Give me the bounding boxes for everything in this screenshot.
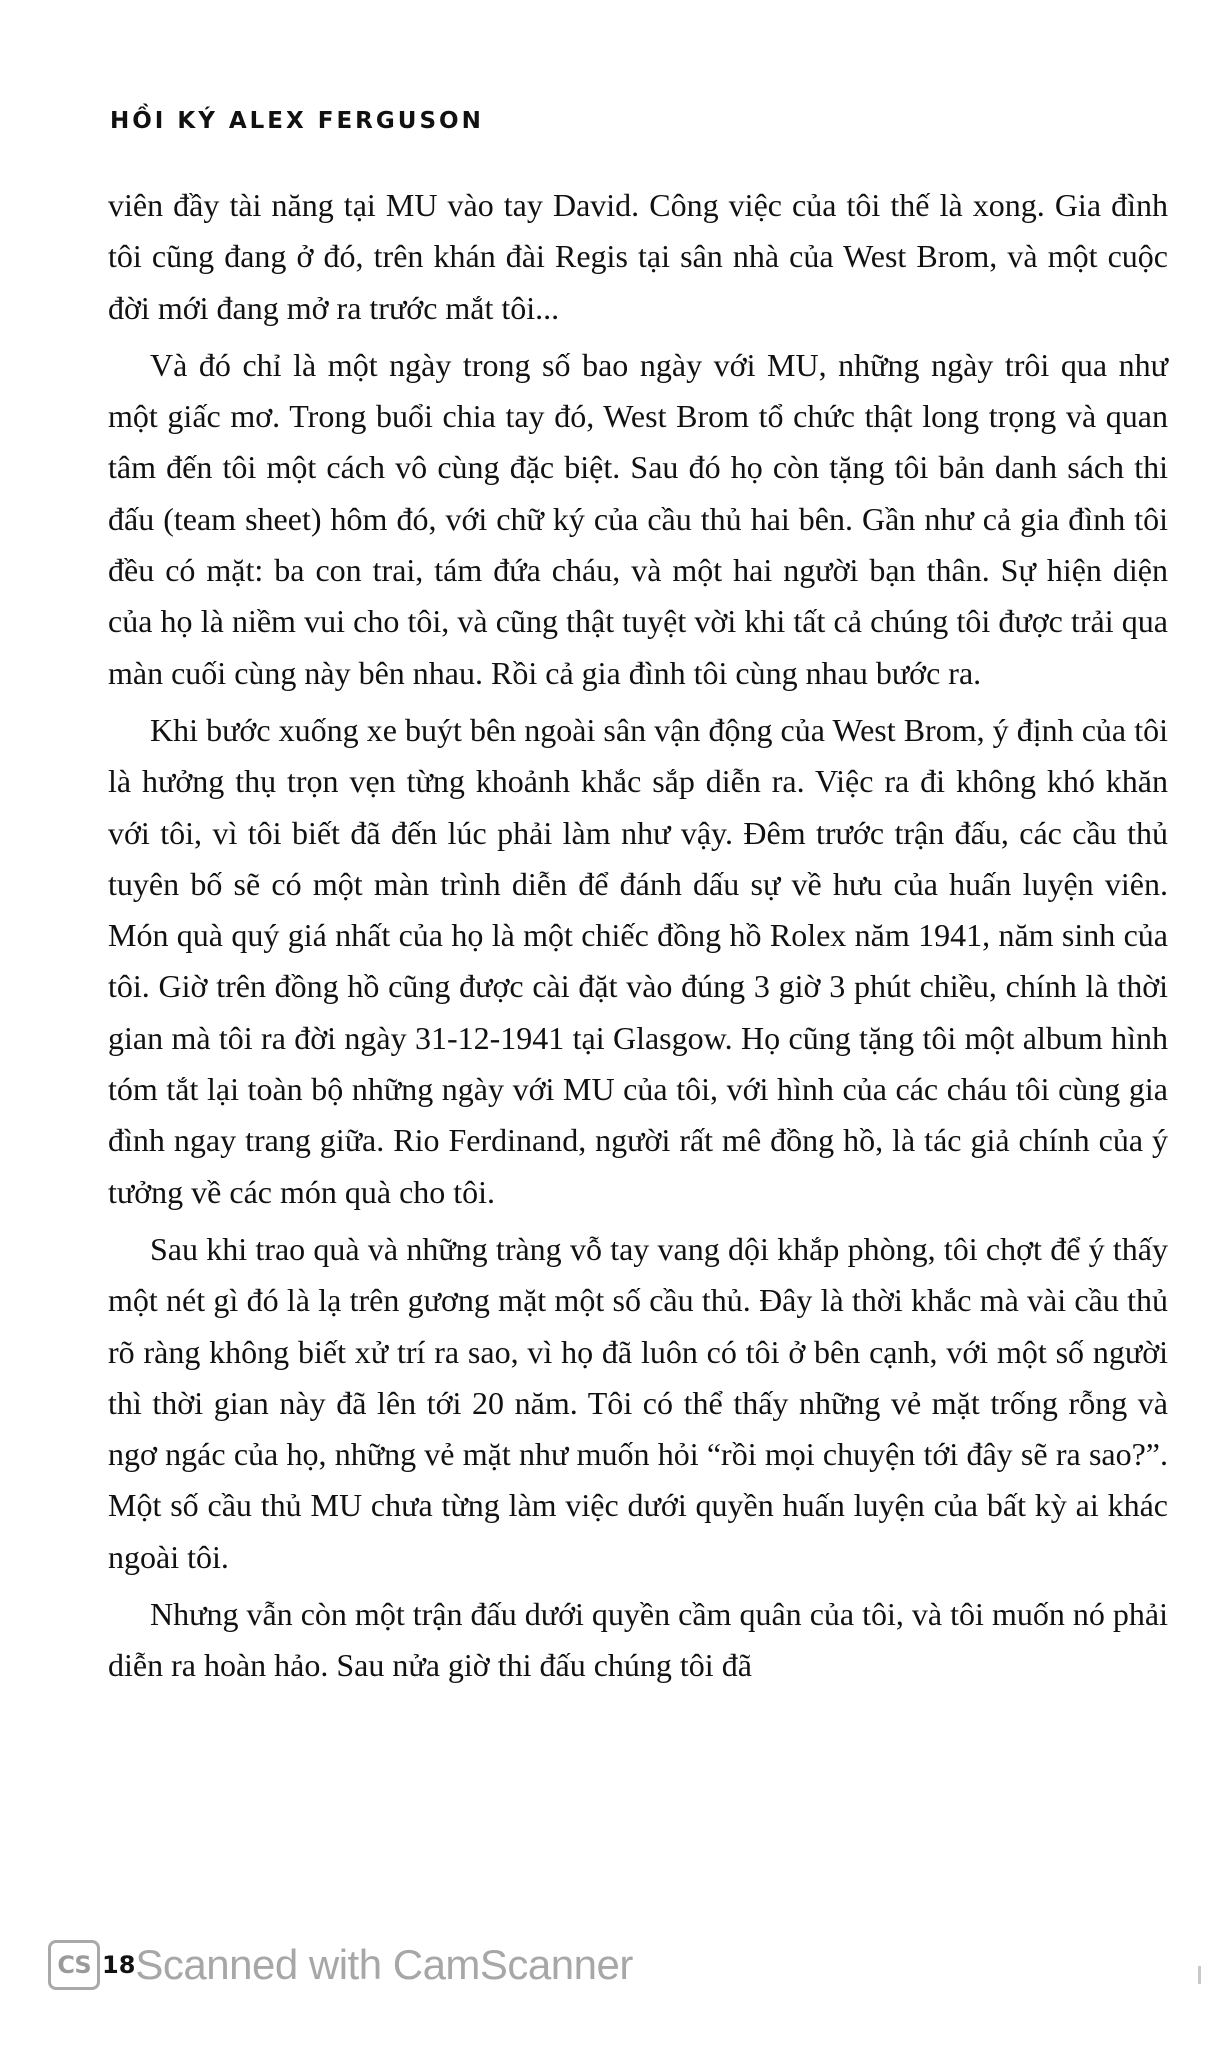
paragraph-4: Sau khi trao quà và những tràng vỗ tay vang dội khắp phòng, tôi chợt để ý thấy một nét gì đó là lạ trên gương mặt một số cầu thủ. Đây là thời khắc mà vài cầu thủ rõ ràng không biết xử trí ra sao, vì họ đã luôn có tôi ở bên cạnh, với một số người thì thời gian này đã lên tới 20 năm. Tôi có thể thấy những vẻ mặt trống rỗng và ngơ ngác của họ, những vẻ mặt như muốn hỏi “rồi mọi chuyện tới đây sẽ ra sao?”. Một số cầu thủ MU chưa từng làm việc dưới quyền huấn luyện của bất kỳ ai khác ngoài tôi.: [108, 1230, 1168, 1575]
paragraph-3: Khi bước xuống xe buýt bên ngoài sân vận động của West Brom, ý định của tôi là hưởng thụ trọn vẹn từng khoảnh khắc sắp diễn ra. Việc ra đi không khó khăn với tôi, vì tôi biết đã đến lúc phải làm như vậy. Đêm trước trận đấu, các cầu thủ tuyên bố sẽ có một màn trình diễn để đánh dấu sự về hưu của huấn luyện viên. Món quà quý giá nhất của họ là một chiếc đồng hồ Rolex năm 1941, năm sinh của tôi. Giờ trên đồng hồ cũng được cài đặt vào đúng 3 giờ 3 phút chiều, chính là thời gian mà tôi ra đời ngày 31-12-1941 tại Glasgow. Họ cũng tặng tôi một album hình tóm tắt lại toàn bộ những ngày với MU của tôi, với hình của các cháu tôi cùng gia đình ngay trang giữa. Rio Ferdinand, người rất mê đồng hồ, là tác giả chính của ý tưởng về các món quà cho tôi.: [108, 711, 1168, 1210]
scan-edge-mark: [1198, 1966, 1201, 1984]
camscanner-logo-icon: CS: [48, 1940, 100, 1990]
body-text: [108, 180, 1168, 1692]
page-footer: [48, 1935, 633, 1995]
running-title: HỒI KÝ ALEX FERGUSON: [110, 108, 484, 134]
paragraph-5: Nhưng vẫn còn một trận đấu dưới quyền cầm quân của tôi, và tôi muốn nó phải diễn ra hoàn hảo. Sau nửa giờ thi đấu chúng tôi đã: [108, 1596, 1168, 1684]
page-number: 18: [102, 1951, 136, 1979]
scanner-watermark: Scanned with CamScanner: [135, 1941, 633, 1988]
paragraph-1: viên đầy tài năng tại MU vào tay David. Công việc của tôi thế là xong. Gia đình tôi cũng đang ở đó, trên khán đài Regis tại sân nhà của West Brom, và một cuộc đời mới đang mở ra trước mắt tôi...: [108, 187, 1168, 326]
paragraph-2: Và đó chỉ là một ngày trong số bao ngày với MU, những ngày trôi qua như một giấc mơ. Trong buổi chia tay đó, West Brom tổ chức thật long trọng và quan tâm đến tôi một cách vô cùng đặc biệt. Sau đó họ còn tặng tôi bản danh sách thi đấu (team sheet) hôm đó, với chữ ký của cầu thủ hai bên. Gần như cả gia đình tôi đều có mặt: ba con trai, tám đứa cháu, và một hai người bạn thân. Sự hiện diện của họ là niềm vui cho tôi, và cũng thật tuyệt vời khi tất cả chúng tôi được trải qua màn cuối cùng này bên nhau. Rồi cả gia đình tôi cùng nhau bước ra.: [108, 346, 1168, 691]
